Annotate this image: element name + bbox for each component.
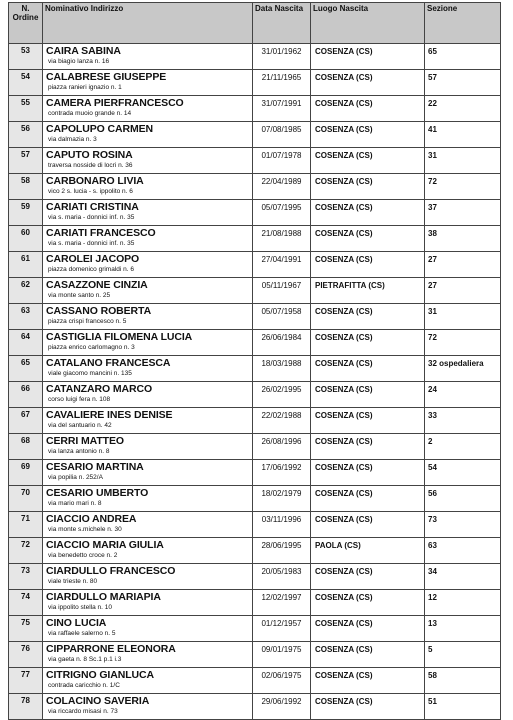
name-address-cell: [43, 642, 253, 668]
birth-date: 26/06/1984: [253, 330, 311, 356]
table-row: [9, 278, 501, 304]
row-number: 58: [9, 174, 43, 200]
name-address-cell: [43, 330, 253, 356]
voter-name: CIARDULLO FRANCESCO: [46, 565, 176, 577]
voter-name: CIACCIO ANDREA: [46, 513, 137, 525]
birth-date: 31/07/1991: [253, 96, 311, 122]
birth-place: COSENZA (CS): [311, 382, 425, 408]
voter-name: CIACCIO MARIA GIULIA: [46, 539, 164, 551]
row-number: 53: [9, 44, 43, 70]
section-number: 5: [425, 642, 501, 668]
voter-name: CARIATI CRISTINA: [46, 201, 139, 213]
voter-name: CESARIO UMBERTO: [46, 487, 149, 499]
voter-name: CAVALIERE INES DENISE: [46, 409, 173, 421]
row-number: 56: [9, 122, 43, 148]
section-number: 56: [425, 486, 501, 512]
row-number: 57: [9, 148, 43, 174]
voter-address: via popilia n. 252/A: [48, 474, 103, 481]
row-number: 68: [9, 434, 43, 460]
row-number: 62: [9, 278, 43, 304]
table-body: [9, 44, 501, 720]
table-row: [9, 252, 501, 278]
table-row: [9, 96, 501, 122]
row-number: 75: [9, 616, 43, 642]
birth-date: 17/06/1992: [253, 460, 311, 486]
birth-date: 29/06/1992: [253, 694, 311, 720]
name-address-cell: [43, 694, 253, 720]
birth-place: COSENZA (CS): [311, 564, 425, 590]
birth-place: COSENZA (CS): [311, 174, 425, 200]
header-number: N. Ordine: [9, 3, 43, 44]
header-birth-date: Data Nascita: [253, 3, 311, 44]
voter-name: CARIATI FRANCESCO: [46, 227, 156, 239]
voter-address: via monte santo n. 25: [48, 292, 111, 299]
voter-address: via mario mari n. 8: [48, 500, 102, 507]
birth-place: COSENZA (CS): [311, 304, 425, 330]
row-number: 61: [9, 252, 43, 278]
row-number: 69: [9, 460, 43, 486]
table-row: [9, 460, 501, 486]
birth-place: COSENZA (CS): [311, 590, 425, 616]
birth-date: 01/12/1957: [253, 616, 311, 642]
row-number: 60: [9, 226, 43, 252]
section-number: 32 ospedaliera: [425, 356, 501, 382]
table-row: [9, 512, 501, 538]
birth-place: COSENZA (CS): [311, 226, 425, 252]
birth-place: COSENZA (CS): [311, 668, 425, 694]
row-number: 73: [9, 564, 43, 590]
birth-date: 12/02/1997: [253, 590, 311, 616]
table-row: [9, 616, 501, 642]
birth-date: 26/02/1995: [253, 382, 311, 408]
birth-date: 27/04/1991: [253, 252, 311, 278]
section-number: 63: [425, 538, 501, 564]
birth-place: COSENZA (CS): [311, 252, 425, 278]
table-row: [9, 174, 501, 200]
birth-date: 05/11/1967: [253, 278, 311, 304]
section-number: 57: [425, 70, 501, 96]
row-number: 64: [9, 330, 43, 356]
voter-name: CERRI MATTEO: [46, 435, 124, 447]
section-number: 54: [425, 460, 501, 486]
birth-place: COSENZA (CS): [311, 200, 425, 226]
row-number: 67: [9, 408, 43, 434]
table-row: [9, 44, 501, 70]
birth-date: 28/06/1995: [253, 538, 311, 564]
section-number: 31: [425, 304, 501, 330]
voter-name: CATANZARO MARCO: [46, 383, 153, 395]
table-row: [9, 226, 501, 252]
name-address-cell: [43, 434, 253, 460]
voter-table: [8, 2, 501, 720]
voter-address: piazza domenico grimaldi n. 6: [48, 266, 134, 273]
header-birth-place: Luogo Nascita: [311, 3, 425, 44]
voter-name: CESARIO MARTINA: [46, 461, 144, 473]
voter-address: viale trieste n. 80: [48, 578, 98, 585]
voter-address: viale giacomo mancini n. 135: [48, 370, 132, 377]
table-row: [9, 642, 501, 668]
birth-date: 21/08/1988: [253, 226, 311, 252]
voter-address: via riccardo misasi n. 73: [48, 708, 118, 715]
header-section: Sezione: [425, 3, 501, 44]
birth-place: COSENZA (CS): [311, 96, 425, 122]
voter-address: via del santuario n. 42: [48, 422, 112, 429]
name-address-cell: [43, 460, 253, 486]
table-row: [9, 486, 501, 512]
section-number: 73: [425, 512, 501, 538]
name-address-cell: [43, 44, 253, 70]
row-number: 65: [9, 356, 43, 382]
name-address-cell: [43, 590, 253, 616]
table-row: [9, 564, 501, 590]
name-address-cell: [43, 148, 253, 174]
section-number: 41: [425, 122, 501, 148]
name-address-cell: [43, 356, 253, 382]
birth-place: COSENZA (CS): [311, 694, 425, 720]
voter-address: contrada muoio grande n. 14: [48, 110, 132, 117]
table-row: [9, 148, 501, 174]
birth-date: 21/11/1965: [253, 70, 311, 96]
birth-date: 01/07/1978: [253, 148, 311, 174]
name-address-cell: [43, 96, 253, 122]
row-number: 77: [9, 668, 43, 694]
birth-place: COSENZA (CS): [311, 148, 425, 174]
voter-address: via monte s.michele n. 30: [48, 526, 122, 533]
table-row: [9, 356, 501, 382]
birth-place: PAOLA (CS): [311, 538, 425, 564]
birth-date: 05/07/1995: [253, 200, 311, 226]
voter-address: via benedetto croce n. 2: [48, 552, 118, 559]
voter-address: corso luigi fera n. 108: [48, 396, 111, 403]
voter-address: piazza ranieri ignazio n. 1: [48, 84, 122, 91]
voter-name: COLACINO SAVERIA: [46, 695, 150, 707]
row-number: 54: [9, 70, 43, 96]
section-number: 72: [425, 330, 501, 356]
name-address-cell: [43, 408, 253, 434]
voter-address: vico 2 s. lucia - s. ippolito n. 6: [48, 188, 133, 195]
table-row: [9, 694, 501, 720]
birth-date: 07/08/1985: [253, 122, 311, 148]
birth-place: COSENZA (CS): [311, 434, 425, 460]
voter-name: CASAZZONE CINZIA: [46, 279, 148, 291]
voter-address: via s. maria - donnici inf. n. 35: [48, 240, 135, 247]
birth-place: COSENZA (CS): [311, 616, 425, 642]
voter-address: via gaeta n. 8 Sc.1 p.1 i.3: [48, 656, 122, 663]
row-number: 72: [9, 538, 43, 564]
table-row: [9, 408, 501, 434]
birth-place: COSENZA (CS): [311, 486, 425, 512]
name-address-cell: [43, 122, 253, 148]
row-number: 71: [9, 512, 43, 538]
section-number: 37: [425, 200, 501, 226]
row-number: 63: [9, 304, 43, 330]
voter-name: CASSANO ROBERTA: [46, 305, 152, 317]
voter-name: CIARDULLO MARIAPIA: [46, 591, 161, 603]
birth-place: COSENZA (CS): [311, 460, 425, 486]
birth-place: COSENZA (CS): [311, 122, 425, 148]
row-number: 55: [9, 96, 43, 122]
header-name-address: Nominativo Indirizzo: [43, 3, 253, 44]
section-number: 31: [425, 148, 501, 174]
birth-date: 31/01/1962: [253, 44, 311, 70]
name-address-cell: [43, 512, 253, 538]
voter-name: CAMERA PIERFRANCESCO: [46, 97, 184, 109]
table-row: [9, 590, 501, 616]
voter-address: contrada caricchio n. 1/C: [48, 682, 120, 689]
name-address-cell: [43, 486, 253, 512]
birth-date: 26/08/1996: [253, 434, 311, 460]
name-address-cell: [43, 382, 253, 408]
section-number: 24: [425, 382, 501, 408]
birth-date: 20/05/1983: [253, 564, 311, 590]
voter-name: CASTIGLIA FILOMENA LUCIA: [46, 331, 193, 343]
table-row: [9, 538, 501, 564]
birth-place: COSENZA (CS): [311, 408, 425, 434]
name-address-cell: [43, 668, 253, 694]
row-number: 74: [9, 590, 43, 616]
table-row: [9, 122, 501, 148]
row-number: 76: [9, 642, 43, 668]
birth-place: COSENZA (CS): [311, 356, 425, 382]
voter-address: via raffaele salerno n. 5: [48, 630, 116, 637]
voter-name: CARBONARO LIVIA: [46, 175, 144, 187]
voter-name: CAROLEI JACOPO: [46, 253, 140, 265]
voter-address: via s. maria - donnici inf. n. 35: [48, 214, 135, 221]
voter-name: CITRIGNO GIANLUCA: [46, 669, 154, 681]
section-number: 2: [425, 434, 501, 460]
birth-place: COSENZA (CS): [311, 512, 425, 538]
name-address-cell: [43, 252, 253, 278]
section-number: 33: [425, 408, 501, 434]
voter-address: via biagio lanza n. 16: [48, 58, 110, 65]
section-number: 34: [425, 564, 501, 590]
voter-address: piazza crispi francesco n. 5: [48, 318, 127, 325]
voter-name: CATALANO FRANCESCA: [46, 357, 171, 369]
voter-name: CAIRA SABINA: [46, 45, 121, 57]
table-header-row: [9, 3, 501, 44]
voter-address: traversa nosside di locri n. 36: [48, 162, 133, 169]
voter-name: CINO LUCIA: [46, 617, 107, 629]
voter-address: via lanza antonio n. 8: [48, 448, 110, 455]
row-number: 70: [9, 486, 43, 512]
name-address-cell: [43, 70, 253, 96]
name-address-cell: [43, 304, 253, 330]
section-number: 27: [425, 252, 501, 278]
table-row: [9, 382, 501, 408]
row-number: 78: [9, 694, 43, 720]
row-number: 66: [9, 382, 43, 408]
name-address-cell: [43, 616, 253, 642]
birth-date: 02/06/1975: [253, 668, 311, 694]
birth-date: 05/07/1958: [253, 304, 311, 330]
birth-date: 22/02/1988: [253, 408, 311, 434]
voter-name: CALABRESE GIUSEPPE: [46, 71, 167, 83]
voter-name: CAPOLUPO CARMEN: [46, 123, 154, 135]
name-address-cell: [43, 278, 253, 304]
section-number: 27: [425, 278, 501, 304]
section-number: 65: [425, 44, 501, 70]
section-number: 12: [425, 590, 501, 616]
section-number: 72: [425, 174, 501, 200]
birth-place: PIETRAFITTA (CS): [311, 278, 425, 304]
table-row: [9, 668, 501, 694]
section-number: 13: [425, 616, 501, 642]
voter-name: CIPPARRONE ELEONORA: [46, 643, 176, 655]
table-row: [9, 330, 501, 356]
row-number: 59: [9, 200, 43, 226]
section-number: 22: [425, 96, 501, 122]
voter-address: via ippolito stella n. 10: [48, 604, 112, 611]
birth-date: 18/03/1988: [253, 356, 311, 382]
name-address-cell: [43, 226, 253, 252]
birth-place: COSENZA (CS): [311, 44, 425, 70]
birth-place: COSENZA (CS): [311, 642, 425, 668]
voter-address: piazza enrico carlomagno n. 3: [48, 344, 135, 351]
section-number: 38: [425, 226, 501, 252]
table-row: [9, 434, 501, 460]
table-row: [9, 304, 501, 330]
name-address-cell: [43, 174, 253, 200]
name-address-cell: [43, 564, 253, 590]
voter-address: via dalmazia n. 3: [48, 136, 97, 143]
section-number: 51: [425, 694, 501, 720]
birth-place: COSENZA (CS): [311, 330, 425, 356]
birth-date: 09/01/1975: [253, 642, 311, 668]
voter-list-sheet: [8, 2, 500, 720]
name-address-cell: [43, 200, 253, 226]
name-address-cell: [43, 538, 253, 564]
section-number: 58: [425, 668, 501, 694]
table-row: [9, 200, 501, 226]
table-row: [9, 70, 501, 96]
voter-name: CAPUTO ROSINA: [46, 149, 133, 161]
birth-date: 22/04/1989: [253, 174, 311, 200]
birth-date: 03/11/1996: [253, 512, 311, 538]
birth-date: 18/02/1979: [253, 486, 311, 512]
birth-place: COSENZA (CS): [311, 70, 425, 96]
